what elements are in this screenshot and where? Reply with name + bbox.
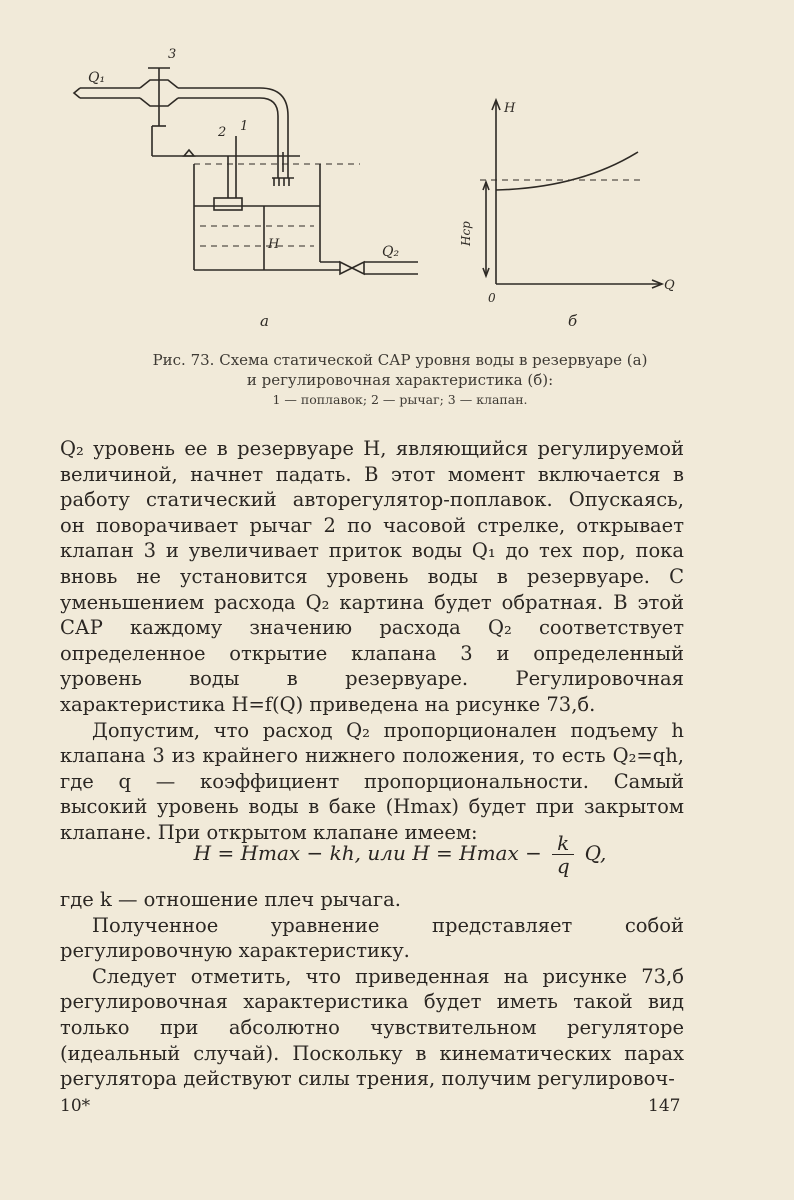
main-text xyxy=(60,436,684,846)
label-a: а xyxy=(260,312,269,330)
formula xyxy=(60,832,740,882)
figure-73 xyxy=(60,40,700,340)
formula-left: H = Hmax − kh, или H = Hmax − xyxy=(193,841,542,865)
label-3: 3 xyxy=(168,47,177,62)
axis-q: Q xyxy=(664,278,675,293)
diagram-b xyxy=(483,100,662,288)
formula-fraction xyxy=(552,832,574,877)
formula-denominator: q xyxy=(556,854,570,878)
page-number: 147 xyxy=(648,1096,681,1116)
formula-numerator: k xyxy=(557,831,570,855)
paragraph-2: Допустим, что расход Q₂ пропорционален подъему h клапана 3 из крайнего нижнего положения, то есть Q₂=qh, где q — коэффициент пропорциональности. Самый высокий уровень воды в баке (Hmax) будет при закрытом клапане. При открытом клапане имеем: xyxy=(60,718,684,844)
caption-line-2: и регулировочная характеристика (б): xyxy=(246,371,554,389)
paragraph-1: Q₂ уровень ее в резервуаре H, являющийся регулируемой величиной, начнет падать. В этот момент включается в работу статический авторегулятор-поплавок. Опускаясь, он поворачивает рычаг 2 по часовой стрелке, открывает клапан 3 и увеличивает приток воды Q₁ до тех пор, пока вновь не установится уровень воды в резервуаре. С уменьшением расхода Q₂ картина будет обратная. В этой САР каждому значению расхода Q₂ соответствует определенное открытие клапана 3 и определенный уровень воды в резервуаре. Регулировочная характеристика H=f(Q) приведена на рисунке 73,б. xyxy=(60,437,684,716)
axis-h: H xyxy=(504,101,516,116)
signature-mark: 10* xyxy=(60,1096,91,1116)
formula-right: Q, xyxy=(584,841,607,865)
caption-line-1: Рис. 73. Схема статической САР уровня воды в резервуаре (а) xyxy=(152,351,648,369)
label-1: 1 xyxy=(240,119,249,134)
axis-o: 0 xyxy=(488,291,496,305)
paragraph-4: Полученное уравнение представляет собой регулировочную характеристику. xyxy=(60,913,684,963)
label-hcp: Hср xyxy=(459,221,473,246)
caption-legend: 1 — поплавок; 2 — рычаг; 3 — клапан. xyxy=(272,392,528,407)
main-text-continued xyxy=(60,887,684,1092)
label-q1: Q₁ xyxy=(88,70,106,86)
figure-caption xyxy=(60,350,740,410)
label-h-tank: H xyxy=(268,237,280,252)
diagram-a xyxy=(74,68,418,274)
label-b: б xyxy=(568,312,578,330)
label-2: 2 xyxy=(218,125,227,140)
paragraph-3: где k — отношение плеч рычага. xyxy=(60,888,401,911)
label-q2: Q₂ xyxy=(382,244,400,260)
paragraph-5: Следует отметить, что приведенная на рисунке 73,б регулировочная характеристика будет иметь такой вид только при абсолютно чувствительном регуляторе (идеальный случай). Поскольку в кинематических парах регулятора действуют силы трения, получим регулировоч- xyxy=(60,964,684,1091)
